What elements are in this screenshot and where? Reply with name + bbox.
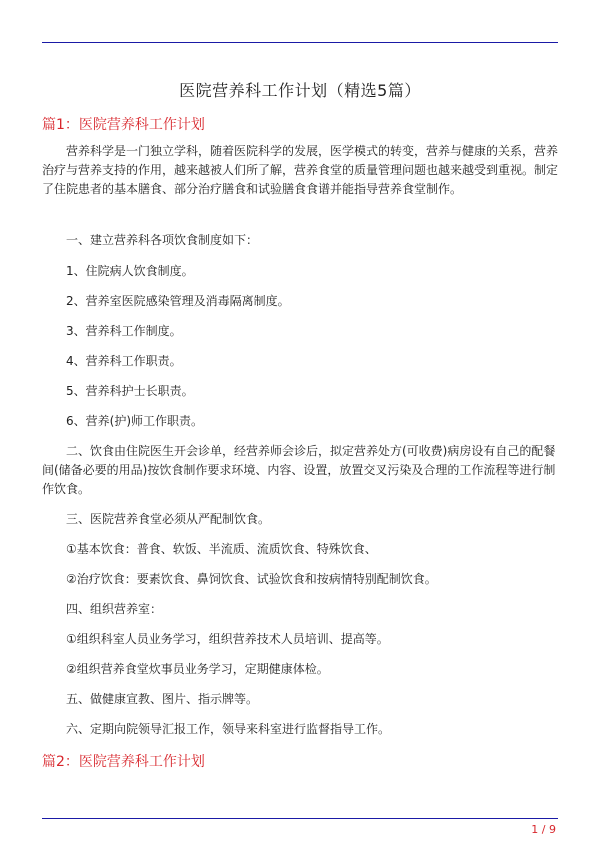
intro-paragraph: 营养科学是一门独立学科，随着医院科学的发展，医学模式的转变，营养与健康的关系，营养治疗与营养支持的作用，越来越被人们所了解，营养食堂的质量管理问题也越来越受到重视。制定了住院患者的基本膳食、部分治疗膳食和试验膳食食谱并能指导营养食堂制作。: [42, 144, 559, 196]
list-item: ①组织科室人员业务学习，组织营养技术人员培训、提高等。: [66, 632, 389, 646]
list-item: ②组织营养食堂炊事员业务学习，定期健康体检。: [66, 662, 329, 676]
section-heading-1: 篇1：医院营养科工作计划: [42, 117, 205, 133]
header-rule: [42, 42, 558, 43]
list-item: 五、做健康宣教、图片、指示牌等。: [66, 692, 259, 706]
page-number: 1 / 9: [531, 823, 556, 836]
list-item: 四、组织营养室：: [66, 602, 163, 616]
list-item: 5、营养科护士长职责。: [66, 384, 194, 398]
list-item: 4、营养科工作职责。: [66, 354, 182, 368]
list-item: ①基本饮食：普食、软饭、半流质、流质饮食、特殊饮食、: [66, 542, 377, 556]
section-heading-2: 篇2：医院营养科工作计划: [42, 754, 205, 770]
list-item: 一、建立营养科各项饮食制度如下：: [66, 233, 259, 247]
paragraph-diet-process: 二、饮食由住院医生开会诊单，经营养师会诊后，拟定营养处方(可收费)病房设有自己的配餐间(储备必要的用品)按饮食制作要求环境、内容、设置，放置交叉污染及合理的工作流程等进行制作饮食。: [42, 444, 556, 496]
list-item: 六、定期向院领导汇报工作，领导来科室进行监督指导工作。: [66, 722, 391, 736]
list-item: 3、营养科工作制度。: [66, 324, 182, 338]
footer-rule: [42, 818, 558, 819]
document-title: 医院营养科工作计划（精选5篇）: [179, 81, 421, 100]
list-item: ②治疗饮食：要素饮食、鼻饲饮食、试验饮食和按病情特别配制饮食。: [66, 572, 437, 586]
list-item: 2、营养室医院感染管理及消毒隔离制度。: [66, 294, 290, 308]
list-item: 三、医院营养食堂必须从严配制饮食。: [66, 512, 271, 526]
list-item: 1、住院病人饮食制度。: [66, 264, 194, 278]
list-item: 6、营养(护)师工作职责。: [66, 414, 203, 428]
